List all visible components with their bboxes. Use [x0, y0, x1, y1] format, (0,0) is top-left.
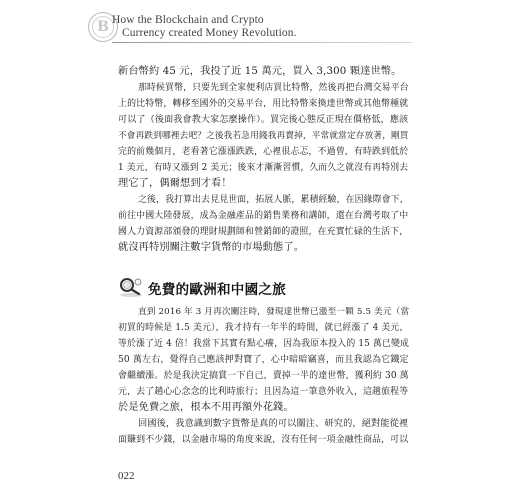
text-line: 1 美元，有時又漲到 2 美元；後來才漸漸習慣，久而久之就沒有再特別去	[118, 163, 409, 173]
text-line: 新台幣約 45 元，我投了近 15 萬元，買入 3,300 顆達世幣。	[118, 66, 402, 77]
text-line: 不會再跌到哪裡去吧？之後我若急用錢我再賣掉，平常就當定存放著，剛買	[118, 131, 409, 141]
header-title	[112, 14, 297, 40]
text-line: 之後，我打算出去見見世面，拓展人脈，累積經驗，在因緣際會下，	[138, 195, 409, 205]
bitcoin-letter: B	[92, 16, 114, 38]
text-line: 回國後，我意識到數字貨幣是真的可以關注、研究的，絕對能從裡	[138, 418, 409, 429]
section-heading	[118, 276, 408, 300]
paragraph-4	[118, 416, 408, 448]
text-line: 會繼續漲。於是我決定搞賞一下自己，賣掉一半的達世幣，獲利約 30 萬	[118, 371, 409, 381]
text-line: 面賺到不少錢，以金融市場的角度來說，沒有任何一項金融性商品，可以	[118, 435, 409, 445]
paragraph-1	[118, 64, 408, 192]
text-line: 國人力資源部頒發的理財規劃師和營銷師的證照，在充實忙碌的生活下，	[118, 227, 409, 237]
text-line: 直到 2016 年 3 月再次關注時，發現達世幣已漲至一顆 5.5 美元（當	[138, 307, 410, 317]
text-line: 前往中國大陸發展，成為金融產品的銷售業務和講師，還在台灣考取了中	[118, 211, 409, 221]
header-title-line1: How the Blockchain and Crypto	[112, 14, 264, 26]
text-line: 初買的時候是 1.5 美元），我才持有一年半的時間，就已經漲了 4 美元，	[118, 323, 409, 333]
text-line: 那時候買幣，只要先到全家便利店買比特幣，然後再把台灣交易平台	[138, 83, 409, 93]
section-title: 免費的歐洲和中國之旅	[148, 282, 286, 298]
text-line: 就沒再特別關注數字貨幣的市場動態了。	[118, 242, 305, 253]
running-header	[0, 0, 520, 56]
text-line: 等於漲了近 4 倍！我當下其實有點心癢，因為我原本投入的 15 萬已變成	[118, 339, 409, 349]
magnifier-coin-icon	[118, 276, 144, 298]
text-line: 元，去了趟心心念念的比利時旅行；且因為這一筆意外收入，這趟旅程等	[118, 387, 409, 397]
text-line: 於是免費之旅，根本不用再額外花錢。	[118, 402, 294, 413]
header-divider	[112, 42, 412, 43]
header-title-line2: Currency created Money Revolution.	[122, 27, 297, 39]
page-number: 022	[118, 470, 135, 482]
text-line: 理它了，偶爾想到才看！	[118, 178, 232, 189]
text-line: 50 萬左右，覺得自己應該押對寶了，心中暗暗竊喜，而且我認為它鐵定	[118, 355, 409, 365]
paragraph-3	[118, 304, 408, 416]
text-line: 可以了（後面我會教大家怎麼操作）。買完後心態反正現在價格低，應該	[118, 115, 409, 125]
text-line: 上的比特幣，轉移至國外的交易平台，用比特幣來換達世幣或其他幣種就	[118, 99, 409, 109]
text-line: 完的前幾個月，老看著它漲漲跌跌，心裡很忐忑，不過曾，有時跌到低於	[118, 147, 409, 157]
paragraph-2	[118, 192, 408, 256]
